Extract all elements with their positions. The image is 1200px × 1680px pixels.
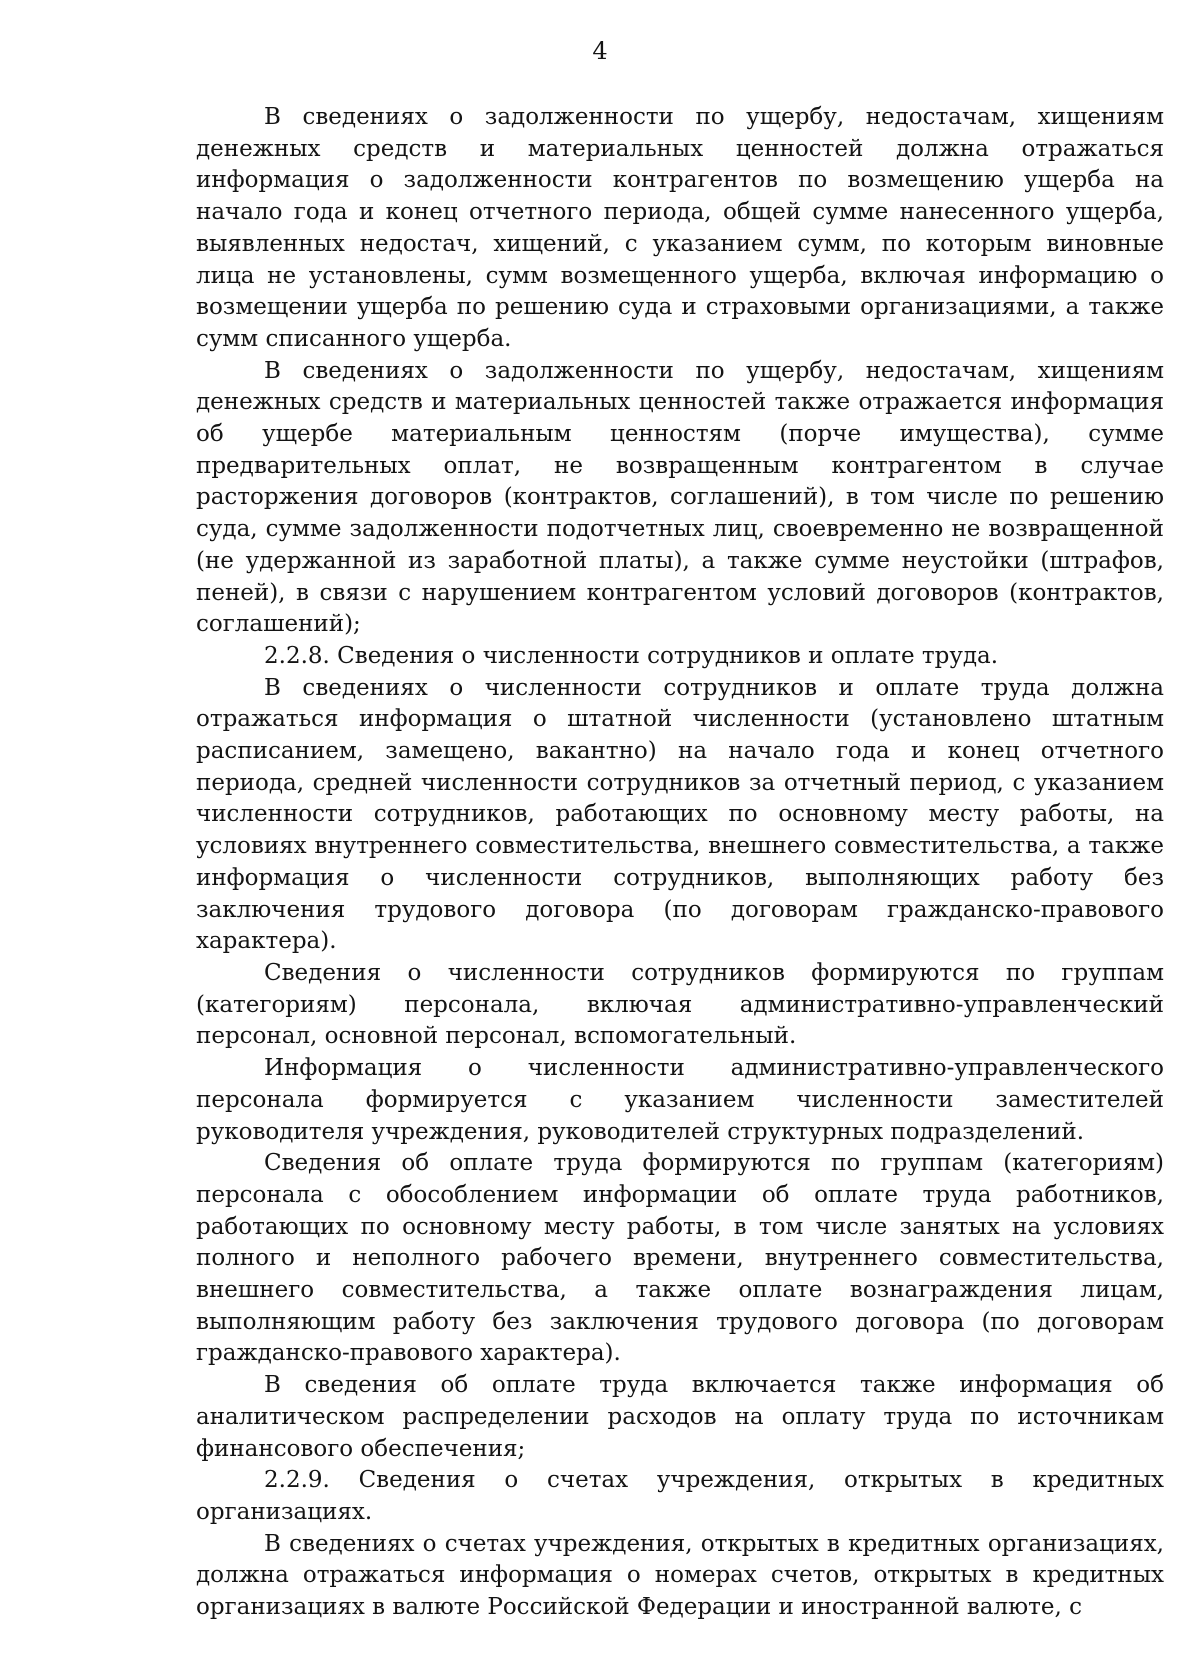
paragraph-wages-sources: В сведения об оплате труда включается также информация об аналитическом распределении расходов на оплату труда по источникам финансового обеспечения; <box>196 1372 1164 1462</box>
section-heading-2-2-8: 2.2.8. Сведения о численности сотрудников и оплате труда. <box>264 642 999 669</box>
paragraph-wages: Сведения об оплате труда формируются по группам (категориям) персонала с обособлением информации об оплате труда работников, работающих по основному месту работы, в том числе занятых на условиях полного и неполного рабочего времени, внутреннего совместительства, внешнего совместительства, а также оплате вознаграждения лицам, выполняющим работу без заключения трудового договора (по договорам гражданско-правового характера). <box>196 1150 1164 1367</box>
document-body <box>196 102 1164 1624</box>
paragraph-admin-staff: Информация о численности административно-управленческого персонала формируется с указанием численности заместителей руководителя учреждения, руководителей структурных подразделений. <box>196 1055 1164 1145</box>
paragraph-damage-debt: В сведениях о задолженности по ущербу, недостачам, хищениям денежных средств и материальных ценностей должна отражаться информация о задолженности контрагентов по возмещению ущерба на начало года и конец отчетного периода, общей сумме нанесенного ущерба, выявленных недостач, хищений, с указанием сумм, по которым виновные лица не установлены, сумм возмещенного ущерба, включая информацию о возмещении ущерба по решению суда и страховыми организациями, а также сумм списанного ущерба. <box>196 104 1164 352</box>
paragraph-damage-debt-additional: В сведениях о задолженности по ущербу, недостачам, хищениям денежных средств и материальных ценностей также отражается информация об ущербе материальным ценностям (порче имущества), сумме предварительных оплат, не возвращенным контрагентом в случае расторжения договоров (контрактов, соглашений), в том числе по решению суда, сумме задолженности подотчетных лиц, своевременно не возвращенной (не удержанной из заработной платы), а также сумме неустойки (штрафов, пеней), в связи с нарушением контрагентом условий договоров (контрактов, соглашений); <box>196 357 1164 638</box>
paragraph-staff-headcount: В сведениях о численности сотрудников и оплате труда должна отражаться информация о штатной численности (установлено штатным расписанием, замещено, вакантно) на начало года и конец отчетного периода, средней численности сотрудников за отчетный период, с указанием численности сотрудников, работающих по основному месту работы, на условиях внутреннего совместительства, внешнего совместительства, а также информация о численности сотрудников, выполняющих работу без заключения трудового договора (по договорам гражданско-правового характера). <box>196 674 1164 955</box>
paragraph-bank-accounts: В сведениях о счетах учреждения, открытых в кредитных организациях, должна отражаться информация о номерах счетов, открытых в кредитных организациях в валюте Российской Федерации и иностранной валюте, с <box>196 1530 1164 1621</box>
paragraph-staff-groups: Сведения о численности сотрудников формируются по группам (категориям) персонала, включая административно-управленческий персонал, основной персонал, вспомогательный. <box>196 959 1164 1050</box>
section-heading-2-2-9: 2.2.9. Сведения о счетах учреждения, открытых в кредитных организациях. <box>196 1467 1164 1525</box>
page-number: 4 <box>592 37 608 65</box>
